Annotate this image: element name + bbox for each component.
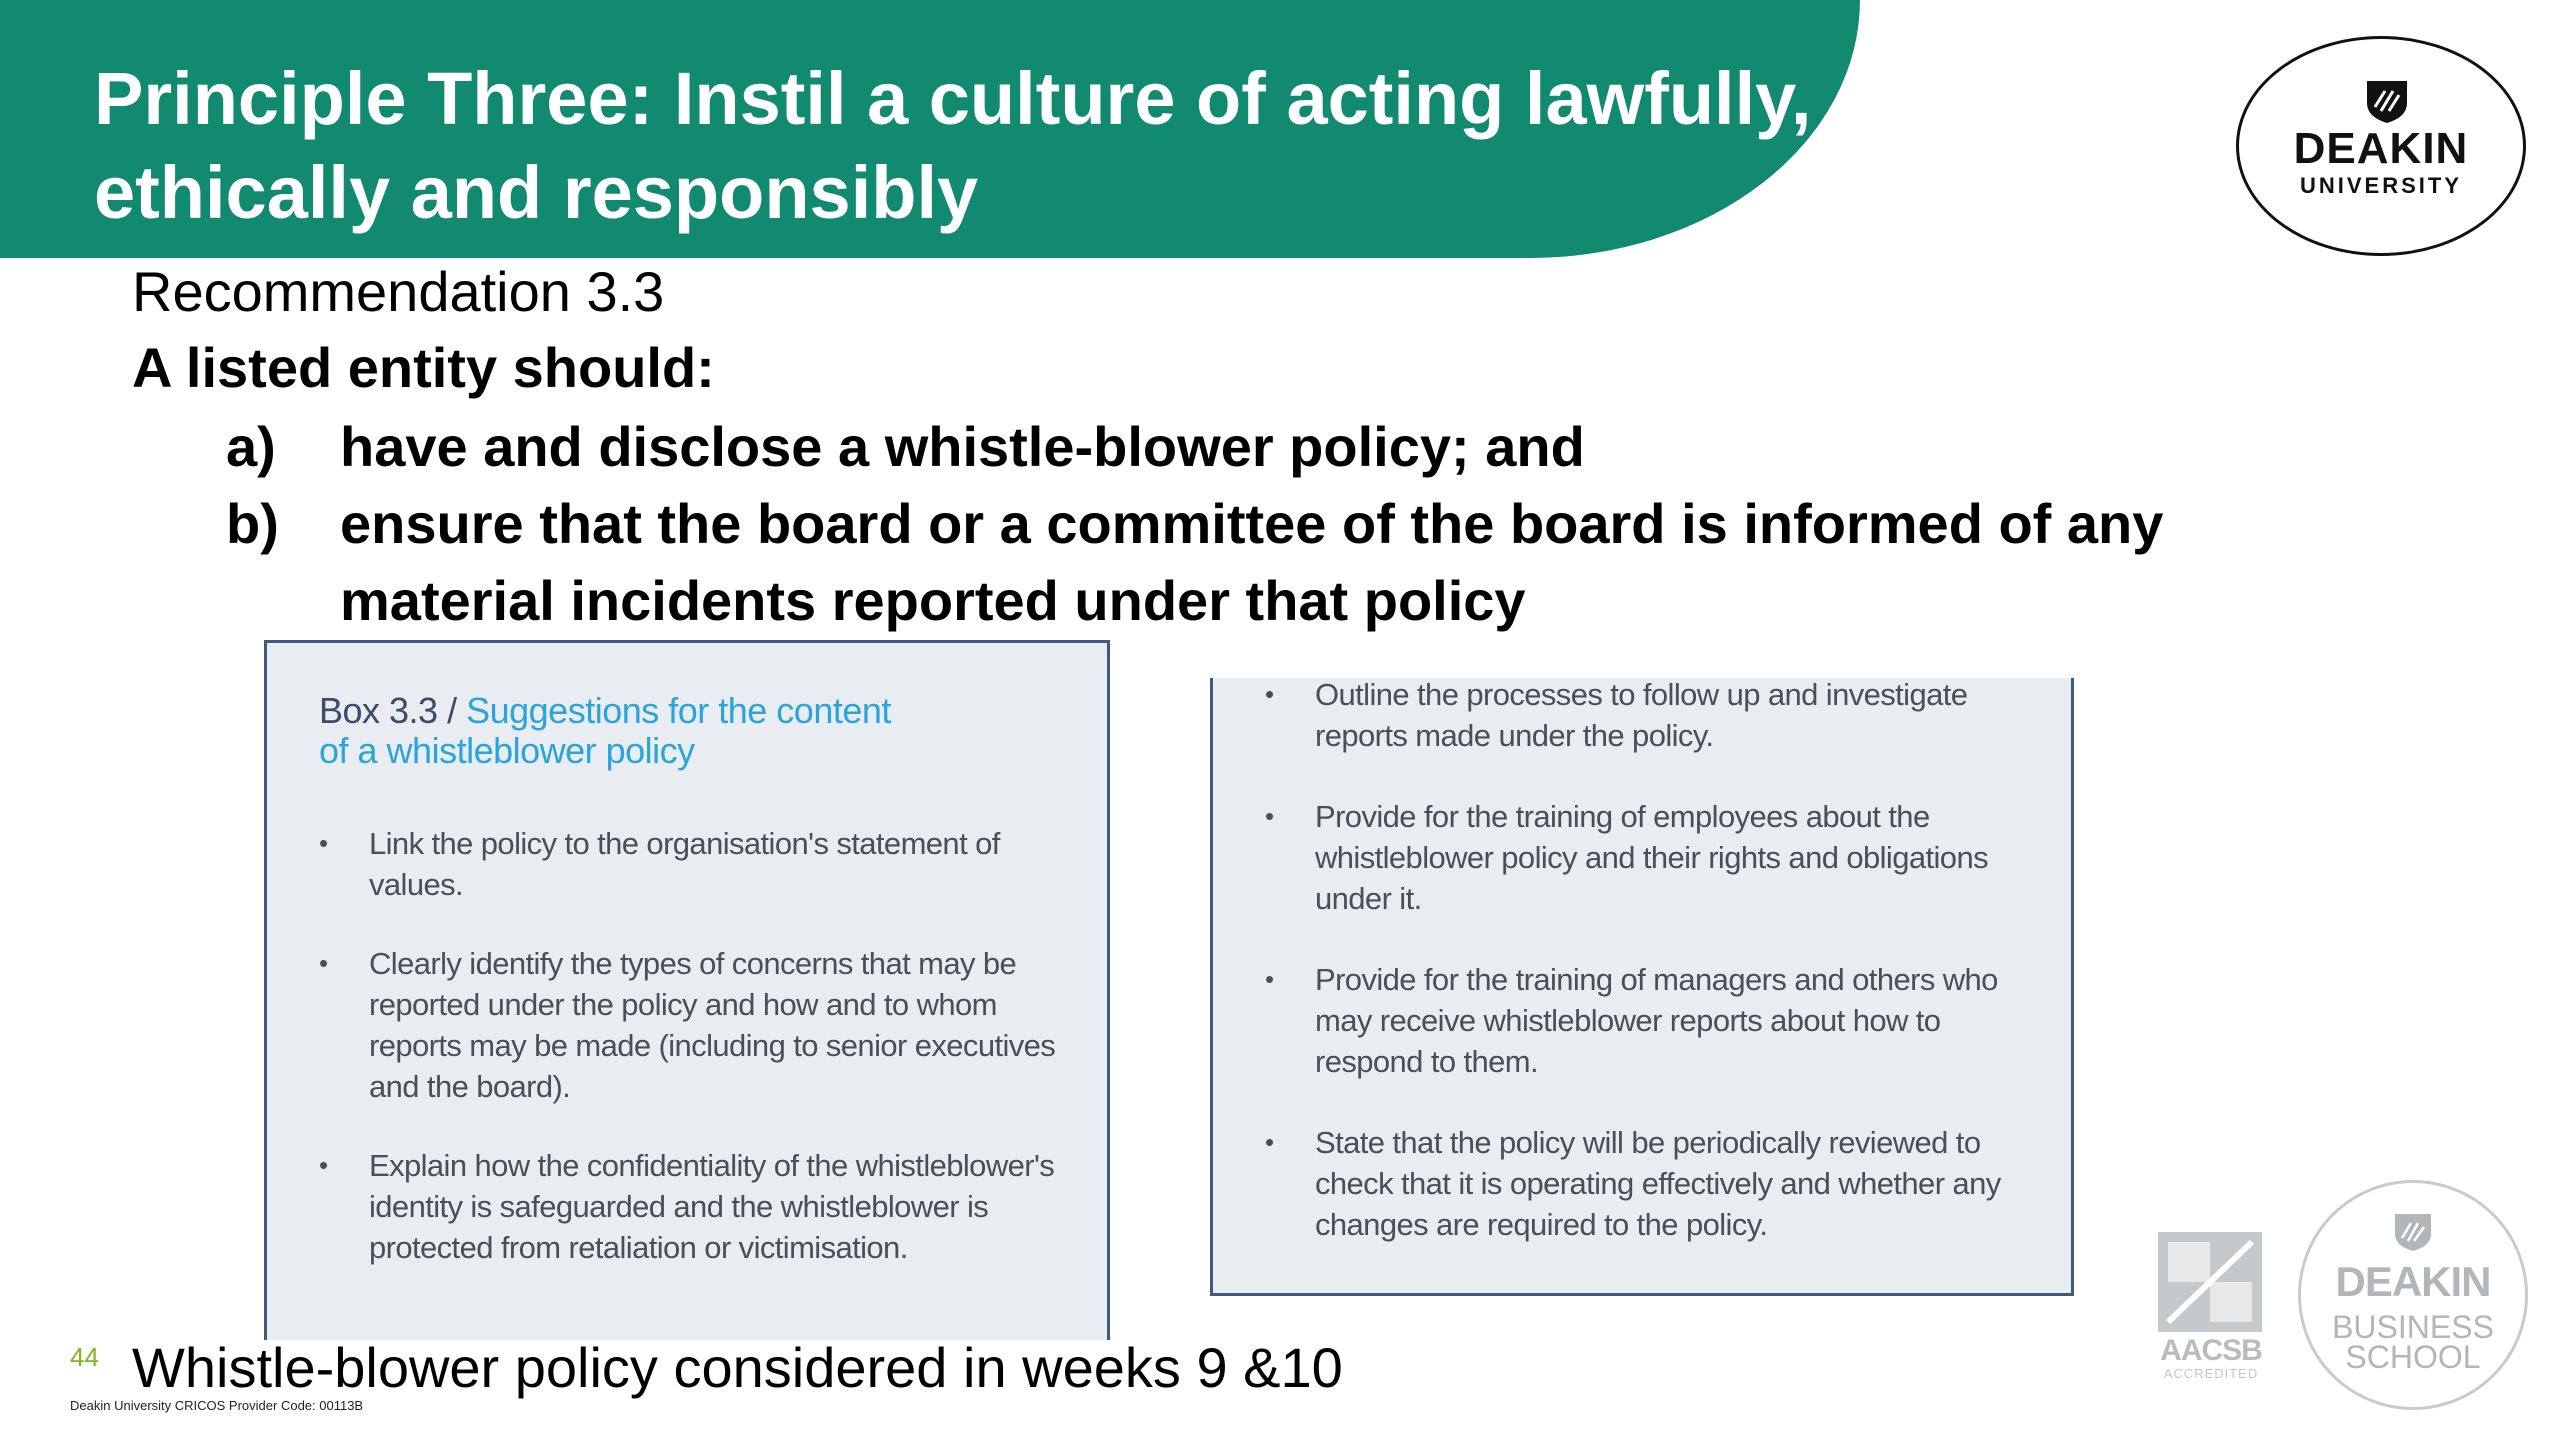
bullet-list — [1265, 674, 2045, 1285]
slide-title — [94, 52, 1854, 240]
bullet-text: Link the policy to the organisation's statement of values. — [369, 826, 1000, 902]
item-text: have and disclose a whistle-blower policy; and — [340, 415, 1585, 478]
item-marker: a) — [226, 415, 276, 478]
aacsb-name: AACSB — [2160, 1334, 2262, 1367]
bullet-text: Clearly identify the types of concerns that may be reported under the policy and how and to whom reports may be made (including to senior executives and the board). — [369, 946, 1056, 1104]
title-line-1: Principle Three: Instil a culture of acting lawfully, — [94, 57, 1812, 140]
aacsb-sub: ACCREDITED — [2163, 1366, 2259, 1381]
bullet-text: State that the policy will be periodically reviewed to check that it is operating effectively and whether any changes are required to the policy. — [1315, 1125, 2001, 1242]
bullet-icon: • — [1265, 1127, 1274, 1157]
list-item — [319, 823, 1079, 905]
recommendation-heading: Recommendation 3.3 — [132, 260, 665, 323]
shield-icon — [2392, 1211, 2434, 1253]
bullet-text: Provide for the training of employees about the whistleblower policy and their rights and obligations under it. — [1315, 799, 1988, 916]
list-item — [319, 1145, 1079, 1268]
bullet-list — [319, 823, 1079, 1306]
list-item — [1265, 1122, 2045, 1245]
box-title-line-1: Suggestions for the content — [466, 690, 891, 731]
title-banner — [0, 0, 1860, 258]
bullet-icon: • — [1265, 801, 1274, 831]
aacsb-badge — [2156, 1232, 2266, 1382]
logo-name: DEAKIN — [2293, 124, 2469, 173]
footer-note: Whistle-blower policy considered in weeks 9 &10 — [132, 1336, 1343, 1399]
list-item — [1265, 959, 2045, 1082]
box-title-line-2: of a whistleblower policy — [319, 730, 695, 771]
deakin-university-logo — [2236, 36, 2526, 256]
logo-subtitle: UNIVERSITY — [2299, 173, 2463, 198]
slide-number: 44 — [70, 1342, 99, 1372]
bullet-text: Outline the processes to follow up and investigate reports made under the policy. — [1315, 677, 1968, 753]
bullet-icon: • — [319, 1150, 328, 1180]
box-title — [319, 691, 1019, 771]
bullet-text: Provide for the training of managers and others who may receive whistleblower reports about how to respond to them. — [1315, 962, 1998, 1079]
dbs-line-1: BUSINESS — [2332, 1309, 2494, 1345]
deakin-business-school-badge — [2298, 1180, 2528, 1410]
title-line-2: ethically and responsibly — [94, 151, 979, 234]
list-item — [1265, 674, 2045, 756]
cricos-code: Deakin University CRICOS Provider Code: 00113B — [70, 1398, 364, 1413]
list-item — [319, 943, 1079, 1107]
dbs-name: DEAKIN — [2335, 1258, 2491, 1305]
bullet-icon: • — [319, 948, 328, 978]
item-marker: b) — [226, 492, 279, 555]
bullet-icon: • — [1265, 679, 1274, 709]
shield-icon — [2363, 77, 2411, 125]
bullet-icon: • — [1265, 964, 1274, 994]
list-item — [1265, 796, 2045, 919]
recommendation-lead: A listed entity should: — [132, 336, 715, 399]
box-title-prefix: Box 3.3 / — [319, 690, 467, 731]
aacsb-logo-icon — [2158, 1232, 2262, 1332]
bullet-icon: • — [319, 828, 328, 858]
box-3-3-right-panel — [1210, 678, 2074, 1296]
item-text: ensure that the board or a committee of the board is informed of any material incidents reported under that policy — [340, 492, 2164, 632]
bullet-text: Explain how the confidentiality of the whistleblower's identity is safeguarded and the whistleblower is protected from retaliation or victimisation. — [369, 1148, 1055, 1265]
dbs-line-2: SCHOOL — [2345, 1339, 2481, 1375]
box-3-3-left-panel — [264, 640, 1110, 1340]
